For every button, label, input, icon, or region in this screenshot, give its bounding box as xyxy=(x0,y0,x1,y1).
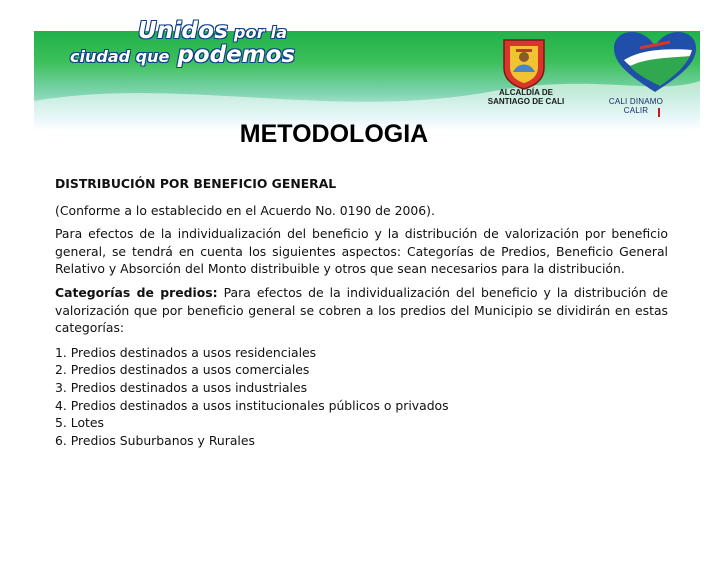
red-mark xyxy=(658,108,660,117)
heart-logo-icon xyxy=(610,30,700,96)
list-item: 4. Predios destinados a usos institucionales públicos o privados xyxy=(55,397,449,413)
section-heading: DISTRIBUCIÓN POR BENEFICIO GENERAL xyxy=(55,176,337,191)
page-title: METODOLOGIA xyxy=(239,120,429,148)
reference-text: (Conforme a lo establecido en el Acuerdo No. 0190 de 2006). xyxy=(55,202,435,218)
content-body xyxy=(55,175,668,449)
list-item: 1. Predios destinados a usos residenciales xyxy=(55,344,317,360)
slogan-line-2: ciudad que podemos xyxy=(70,42,296,68)
paragraph-aspects: Para efectos de la individualización del beneficio y la distribución de valorización por beneficio general, se tendrá en cuenta los siguientes aspectos: Categorías de Predios, Beneficio General Relativo y Absorción del Monto distribuible y otros que sean necesarios para la distribución. xyxy=(55,226,668,277)
list-item: 3. Predios destinados a usos industriales xyxy=(55,379,308,395)
paragraph-categories xyxy=(55,284,668,337)
list-item: 6. Predios Suburbanos y Rurales xyxy=(55,432,255,448)
cali-coat-of-arms-icon xyxy=(500,38,548,90)
categories-intro: Para efectos de la individualización del beneficio y la distribución de valorización que por beneficio general se cobren a los predios del Municipio se dividirán en estas categorías: xyxy=(55,284,668,336)
slogan-line-1: Unidos por la xyxy=(138,18,288,44)
list-item: 2. Predios destinados a usos comerciales xyxy=(55,362,310,378)
categories-list xyxy=(55,344,668,450)
cali-logo-text: CALI DINAMO CALIR xyxy=(608,97,664,115)
alcaldia-label: ALCALDÍA DE SANTIAGO DE CALI xyxy=(487,88,565,106)
categories-label: Categorías de predios: xyxy=(55,284,218,300)
list-item: 5. Lotes xyxy=(55,415,104,431)
